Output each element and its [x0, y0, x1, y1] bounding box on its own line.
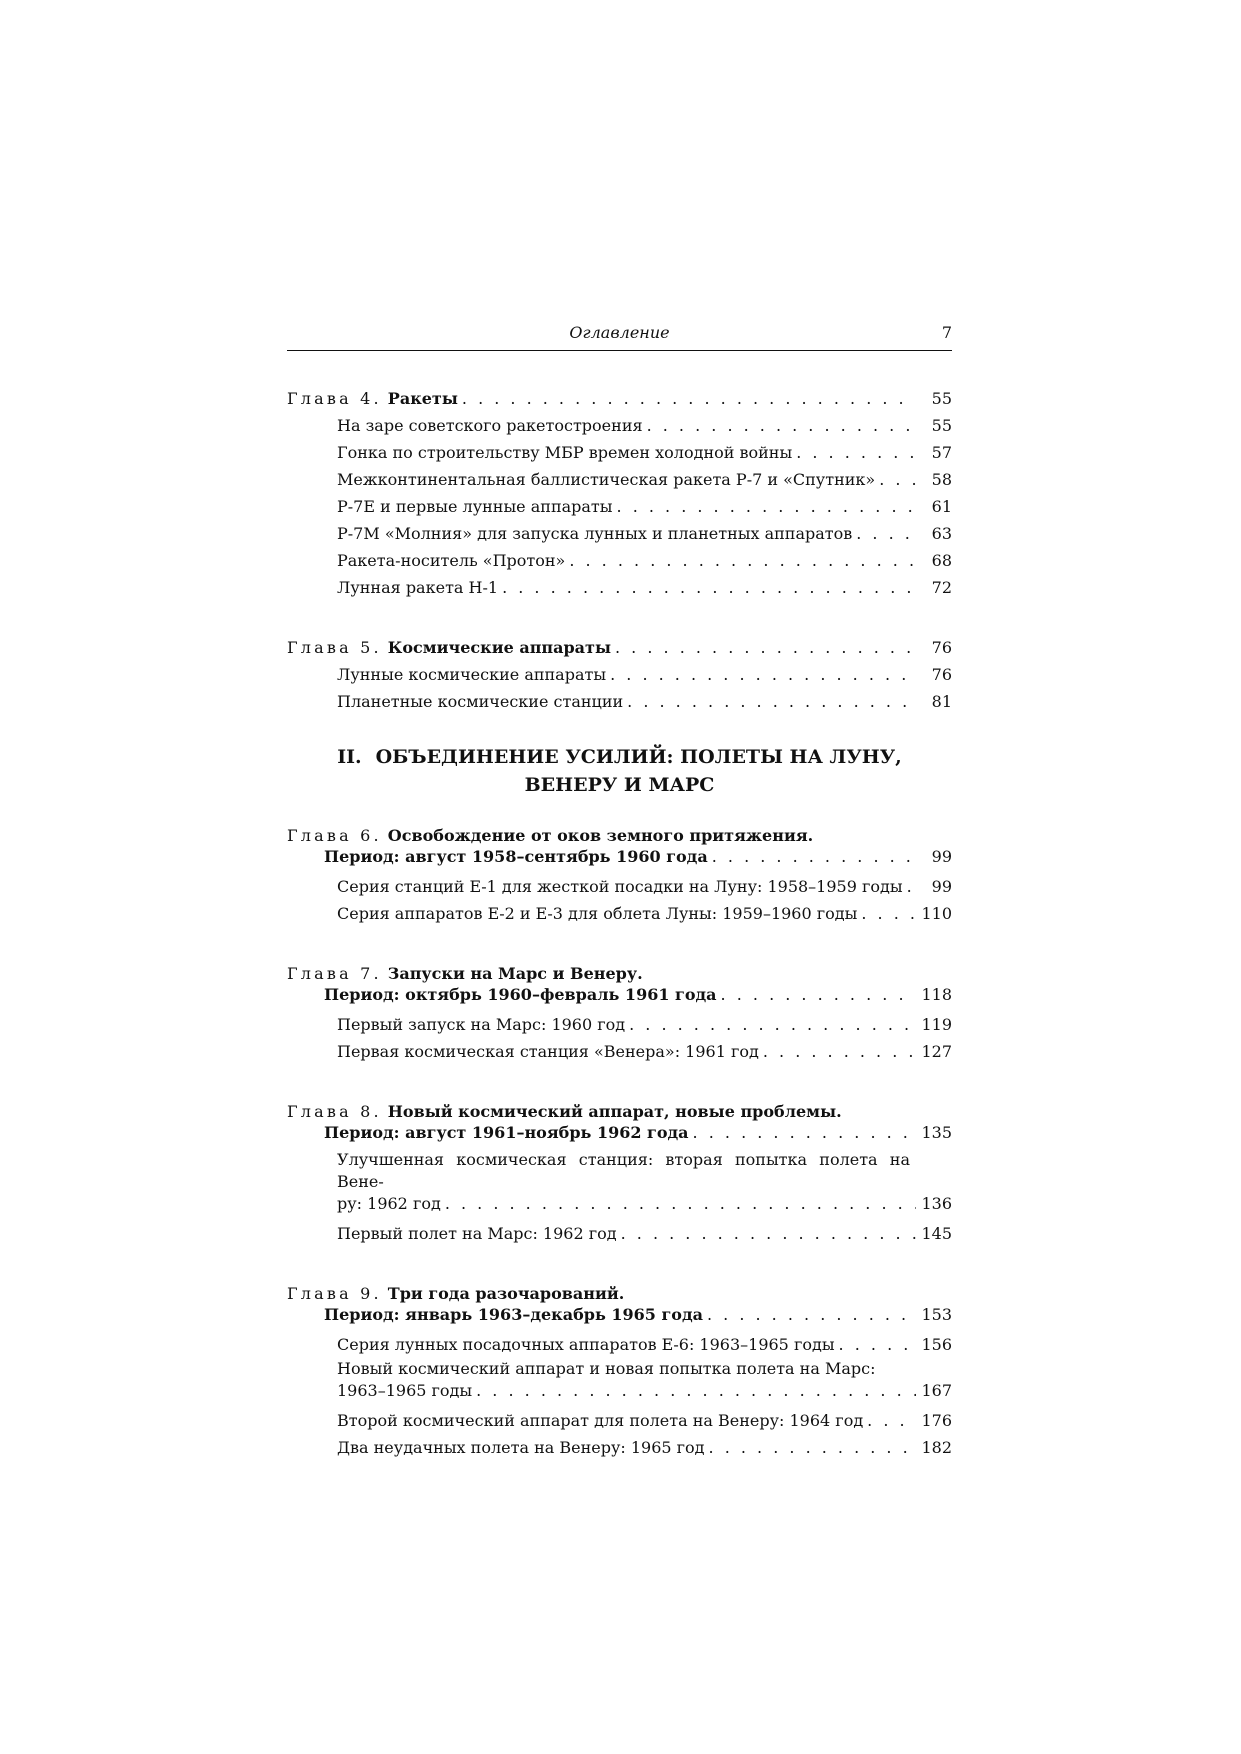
dot-leader	[867, 1407, 916, 1434]
chapter-8-page: 135	[921, 1123, 952, 1142]
chapter-7-title: Запуски на Марс и Венеру.	[387, 964, 643, 983]
chapter-8-title: Новый космический аппарат, новые проблемы.	[387, 1102, 842, 1121]
toc-item-title: Первый полет на Марс: 1962 год	[337, 1224, 617, 1243]
dot-leader	[856, 520, 916, 547]
toc-item	[287, 466, 952, 493]
chapter-9-period-entry	[287, 1304, 952, 1326]
dot-leader	[617, 493, 916, 520]
chapter-9-label: Глава 9.	[287, 1284, 382, 1303]
toc-item-page: 119	[921, 1015, 952, 1034]
header-title: Оглавление	[569, 323, 670, 342]
toc-item-page: 72	[931, 578, 952, 597]
toc-item-title: Серия аппаратов Е-2 и Е-3 для облета Луны: 1959–1960 годы	[337, 904, 858, 923]
toc-item-page: 68	[931, 551, 952, 570]
chapter-4-title: Ракеты	[387, 389, 458, 408]
toc-item	[287, 1193, 952, 1215]
chapter-9-period: Период: январь 1963–декабрь 1965 года	[324, 1305, 703, 1324]
dot-leader	[709, 1434, 916, 1461]
toc-item	[287, 688, 952, 715]
chapter-7-period: Период: октябрь 1960–февраль 1961 года	[324, 985, 717, 1004]
toc-item-title: Два неудачных полета на Венеру: 1965 год	[337, 1438, 705, 1457]
toc-item-page: 61	[931, 497, 952, 516]
toc-item-title: Второй космический аппарат для полета на Венеру: 1964 год	[337, 1411, 864, 1430]
toc-item-title: Гонка по строительству МБР времен холодной войны	[337, 443, 793, 462]
toc-item-page: 176	[921, 1411, 952, 1430]
toc-item-page: 81	[931, 692, 952, 711]
dot-leader	[627, 688, 916, 715]
dot-leader	[721, 984, 916, 1006]
dot-leader	[693, 1122, 916, 1144]
toc-item-page: 55	[931, 416, 952, 435]
toc-item	[287, 1407, 952, 1434]
dot-leader	[629, 1011, 916, 1038]
toc-item-page: 127	[921, 1042, 952, 1061]
chapter-7-heading	[287, 963, 952, 984]
dot-leader	[712, 846, 916, 868]
dot-leader	[861, 900, 916, 927]
chapter-6-label: Глава 6.	[287, 826, 382, 845]
chapter-4-page: 55	[931, 389, 952, 408]
chapter-6-heading	[287, 825, 952, 846]
toc-item-title: Серия станций Е-1 для жесткой посадки на Луну: 1958–1959 годы	[337, 877, 903, 896]
toc-item	[287, 493, 952, 520]
chapter-4-label: Глава 4.	[287, 389, 382, 408]
toc-item	[287, 520, 952, 547]
toc-item-page: 182	[921, 1438, 952, 1457]
dot-leader	[462, 385, 916, 412]
toc-item-title: Лунные космические аппараты	[337, 665, 607, 684]
chapter-8-heading	[287, 1101, 952, 1122]
toc-item-page: 58	[931, 470, 952, 489]
toc-item	[287, 661, 952, 688]
toc-item	[287, 412, 952, 439]
part-title-line-2: ВЕНЕРУ И МАРС	[524, 774, 715, 796]
dot-leader	[476, 1380, 916, 1402]
chapter-5-entry	[287, 634, 952, 661]
toc-item	[287, 1220, 952, 1247]
dot-leader	[839, 1331, 916, 1358]
toc-item-title: Р-7Е и первые лунные аппараты	[337, 497, 613, 516]
part-title-line-1: ОБЪЕДИНЕНИЕ УСИЛИЙ: ПОЛЕТЫ НА ЛУНУ,	[375, 746, 902, 768]
chapter-8-period: Период: август 1961–ноябрь 1962 года	[324, 1123, 689, 1142]
part-heading	[287, 743, 952, 799]
dot-leader	[796, 439, 916, 466]
chapter-9-page: 153	[921, 1305, 952, 1324]
toc-item-title: Лунная ракета Н-1	[337, 578, 499, 597]
dot-leader	[621, 1220, 916, 1247]
toc-item	[287, 1380, 952, 1402]
part-number: II.	[337, 746, 362, 768]
running-header	[287, 322, 952, 351]
toc-item	[287, 1011, 952, 1038]
toc-item-title-line-2: 1963–1965 годы	[337, 1381, 473, 1400]
toc-item-page: 167	[921, 1381, 952, 1400]
dot-leader	[610, 661, 916, 688]
toc-item-page: 57	[931, 443, 952, 462]
dot-leader	[707, 1304, 916, 1326]
table-of-contents	[287, 385, 952, 1461]
dot-leader	[763, 1038, 916, 1065]
toc-item-page: 110	[921, 904, 952, 923]
header-page-number: 7	[941, 323, 952, 342]
toc-item-page: 136	[921, 1194, 952, 1213]
dot-leader	[445, 1193, 916, 1215]
toc-item-title-line-2: ру: 1962 год	[337, 1194, 441, 1213]
dot-leader	[615, 634, 916, 661]
chapter-7-period-entry	[287, 984, 952, 1006]
toc-item	[287, 574, 952, 601]
chapter-7-page: 118	[921, 985, 952, 1004]
toc-item-page: 156	[921, 1335, 952, 1354]
dot-leader	[647, 412, 916, 439]
toc-item-title: Межконтинентальная баллистическая ракета Р-7 и «Спутник»	[337, 470, 876, 489]
toc-item	[287, 900, 952, 927]
dot-leader	[569, 547, 916, 574]
toc-item-title: Ракета-носитель «Протон»	[337, 551, 566, 570]
chapter-5-page: 76	[931, 638, 952, 657]
toc-item	[287, 439, 952, 466]
toc-item-title: На заре советского ракетостроения	[337, 416, 643, 435]
chapter-6-period: Период: август 1958–сентябрь 1960 года	[324, 847, 708, 866]
chapter-9-title: Три года разочарований.	[387, 1284, 625, 1303]
chapter-6-period-entry	[287, 846, 952, 868]
toc-item-title: Планетные космические станции	[337, 692, 624, 711]
toc-item-page: 145	[921, 1224, 952, 1243]
dot-leader	[879, 466, 916, 493]
toc-item-title-line-1: Улучшенная космическая станция: вторая попытка полета на Вене-	[337, 1150, 910, 1191]
chapter-5-label: Глава 5.	[287, 638, 382, 657]
toc-item-page: 63	[931, 524, 952, 543]
toc-item-page: 76	[931, 665, 952, 684]
toc-item-title: Серия лунных посадочных аппаратов Е-6: 1963–1965 годы	[337, 1335, 835, 1354]
chapter-6-page: 99	[931, 847, 952, 866]
toc-item-title: Первый запуск на Марс: 1960 год	[337, 1015, 626, 1034]
toc-item	[287, 873, 952, 900]
dot-leader	[907, 873, 916, 900]
toc-item	[287, 1038, 952, 1065]
chapter-8-period-entry	[287, 1122, 952, 1144]
toc-item	[287, 1434, 952, 1461]
chapter-9-heading	[287, 1283, 952, 1304]
dot-leader	[502, 574, 916, 601]
toc-item	[287, 1331, 952, 1358]
chapter-4-entry	[287, 385, 952, 412]
toc-item-title: Р-7М «Молния» для запуска лунных и планетных аппаратов	[337, 524, 853, 543]
toc-item-title: Первая космическая станция «Венера»: 1961 год	[337, 1042, 759, 1061]
chapter-8-label: Глава 8.	[287, 1102, 382, 1121]
chapter-5-title: Космические аппараты	[387, 638, 611, 657]
toc-item-page: 99	[931, 877, 952, 896]
chapter-6-title: Освобождение от оков земного притяжения.	[387, 826, 814, 845]
chapter-7-label: Глава 7.	[287, 964, 382, 983]
toc-item	[287, 547, 952, 574]
toc-item-title-line-1: Новый космический аппарат и новая попытка полета на Марс:	[337, 1359, 876, 1378]
